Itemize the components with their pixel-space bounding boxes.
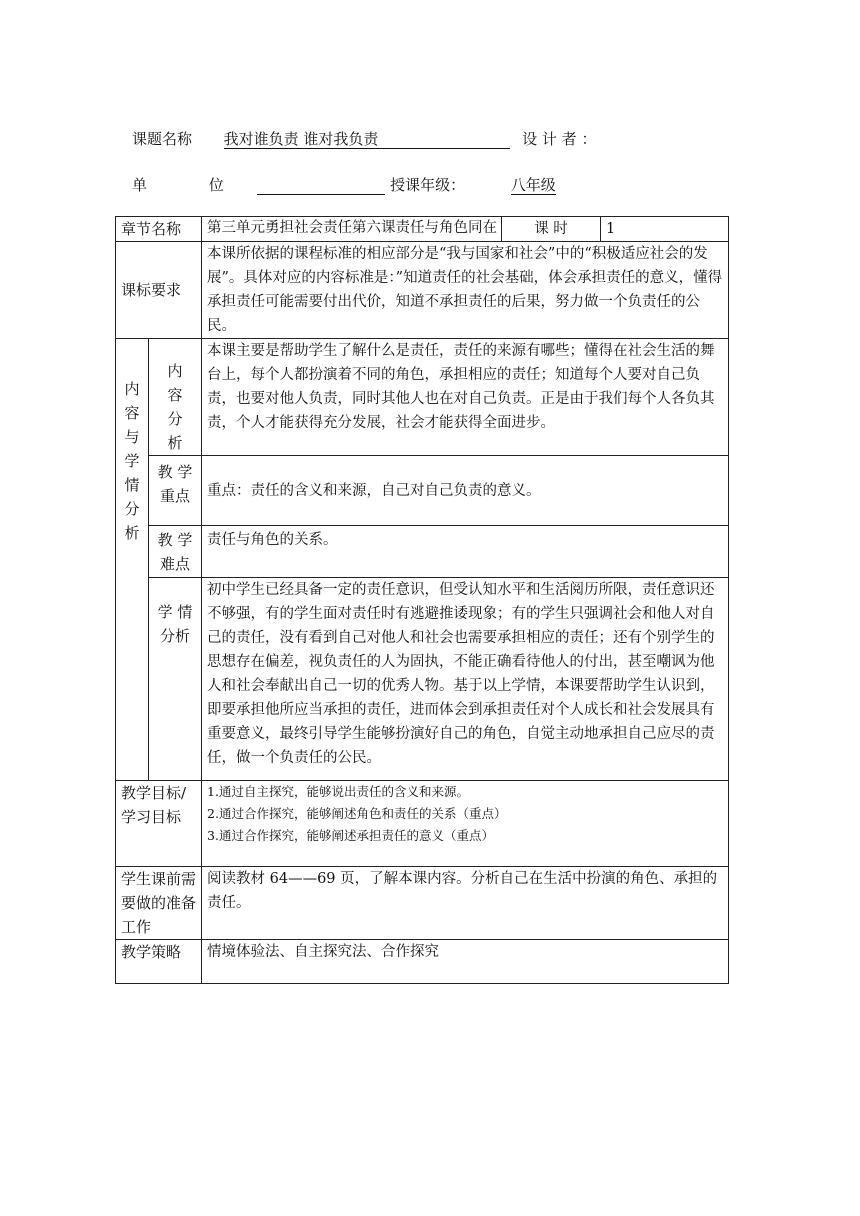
prep-value: 阅读教材 64——69 页，了解本课内容。分析自己在生活中扮演的角色、承担的责任。 (202, 867, 729, 940)
standard-row (116, 242, 729, 339)
unit-label: 单 位 (132, 176, 238, 194)
unit-row (132, 174, 556, 195)
prep-row (116, 867, 729, 940)
strategy-label: 教学策略 (116, 940, 202, 984)
grade-label: 授课年级： (390, 176, 466, 194)
chapter-value: 第三单元勇担社会责任第六课责任与角色同在 (202, 217, 502, 242)
difficulty-value: 责任与角色的关系。 (202, 526, 729, 578)
lesson-plan-table (115, 216, 729, 984)
topic-row (132, 128, 596, 149)
key-row (116, 456, 729, 526)
chapter-row (116, 217, 729, 242)
key-label: 教 学重点 (149, 456, 202, 526)
topic-value: 我对谁负责 谁对我负责 (224, 130, 510, 149)
difficulty-label: 教 学难点 (149, 526, 202, 578)
learner-label: 学 情分析 (149, 578, 202, 781)
content-row (116, 339, 729, 456)
content-value: 本课主要是帮助学生了解什么是责任，责任的来源有哪些；懂得在社会生活的舞台上，每个人都扮演着不同的角色，承担相应的责任；知道每个人要对自己负责，也要对他人负责，同时其他人也在对自己负责。正是由于我们每个人各负其责，个人才能获得充分发展，社会才能获得全面进步。 (202, 339, 729, 456)
topic-label: 课题名称 (132, 130, 193, 148)
prep-label: 学生课前需要做的准备工作 (116, 867, 202, 940)
goals-row (116, 781, 729, 867)
strategy-row (116, 940, 729, 984)
goal-item: 3.通过合作探究，能够阐述承担责任的意义（重点） (207, 828, 494, 843)
grade-value: 八年级 (510, 176, 556, 194)
content-label: 内容分析 (149, 339, 202, 456)
standard-value: 本课所依据的课程标准的相应部分是“我与国家和社会”中的“积极适应社会的发展”。具体对应的内容标准是：”知道责任的社会基础，体会承担责任的意义，懂得承担责任可能需要付出代价，知道不承担责任的后果，努力做一个负责任的公民。 (202, 242, 729, 339)
learner-row (116, 578, 729, 781)
learner-value: 初中学生已经具备一定的责任意识，但受认知水平和生活阅历所限，责任意识还不够强，有的学生面对责任时有逃避推诿现象；有的学生只强调社会和他人对自己的责任，没有看到自己对他人和社会也需要承担相应的责任；还有个别学生的思想存在偏差，视负责任的人为固执，不能正确看待他人的付出，甚至嘲讽为他人和社会奉献出自己一切的优秀人物。基于以上学情，本课要帮助学生认识到，即要承担他所应当承担的责任，进而体会到承担责任对个人成长和社会发展具有重要意义，最终引导学生能够扮演好自己的角色，自觉主动地承担自己应尽的责任，做一个负责任的公民。 (202, 578, 729, 781)
goal-item: 2.通过合作探究，能够阐述角色和责任的关系（重点） (207, 806, 507, 821)
strategy-value: 情境体验法、自主探究法、合作探究 (202, 940, 729, 984)
difficulty-row (116, 526, 729, 578)
standard-label: 课标要求 (116, 242, 202, 339)
hours-value: 1 (601, 217, 729, 242)
goal-item: 1.通过自主探究，能够说出责任的含义和来源。 (207, 784, 469, 799)
goals-label: 教学目标/学习目标 (116, 781, 202, 867)
designer-label: 设 计 者 ： (522, 130, 597, 148)
analysis-group-label: 内容与学情分析 (116, 339, 149, 781)
goals-list (202, 781, 729, 867)
key-value: 重点：责任的含义和来源，自己对自己负责的意义。 (202, 456, 729, 526)
hours-label: 课 时 (502, 217, 601, 242)
chapter-label: 章节名称 (116, 217, 202, 242)
unit-value-blank (257, 176, 385, 195)
